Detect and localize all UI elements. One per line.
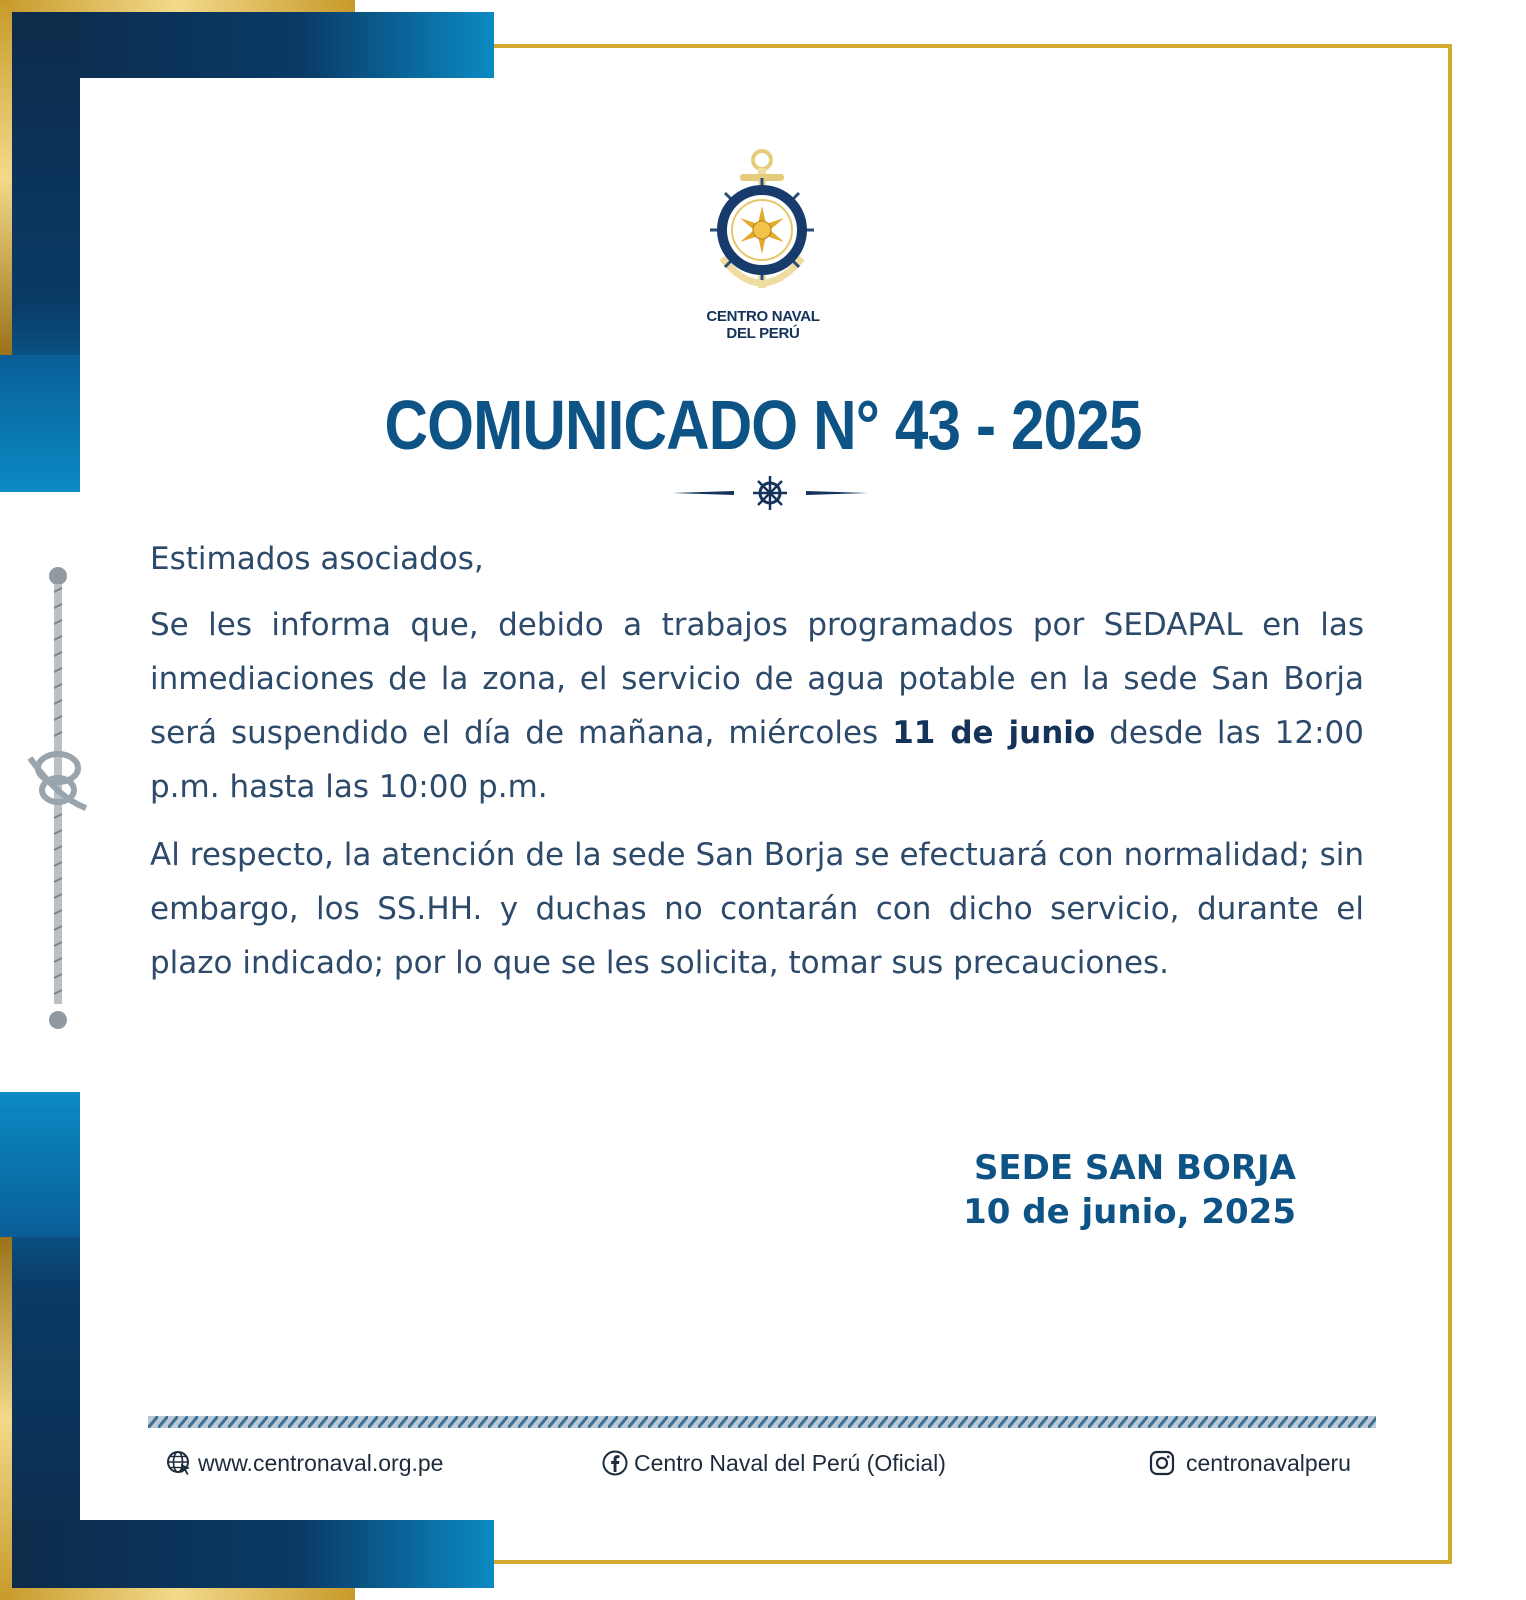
footer-facebook[interactable]	[602, 1446, 946, 1480]
corner-gold-bottom	[0, 1588, 355, 1600]
corner-blue-top	[12, 12, 494, 78]
communique-body	[150, 532, 1364, 1004]
brand-name-line1: CENTRO NAVAL	[706, 308, 820, 325]
corner-gold-top	[0, 0, 355, 12]
paragraph-1-end: desde las 12:00 p.m. hasta las 10:00 p.m.	[150, 715, 1365, 805]
corner-gold-left-bottom	[0, 1237, 12, 1600]
rope-band-decoration	[148, 1416, 1376, 1428]
frame-line-right	[1448, 44, 1452, 1564]
footer-instagram[interactable]	[1148, 1446, 1351, 1480]
centro-naval-logo	[700, 148, 824, 302]
footer-instagram-text[interactable]: centronavalperu	[1186, 1449, 1351, 1476]
signature-date: 10 de junio, 2025	[963, 1192, 1296, 1232]
facebook-icon	[602, 1450, 628, 1476]
instagram-icon	[1148, 1449, 1176, 1477]
footer-facebook-text[interactable]: Centro Naval del Perú (Oficial)	[634, 1449, 946, 1476]
corner-gold-left	[0, 0, 12, 355]
signature-block	[900, 1146, 1296, 1234]
footer-web-text[interactable]: www.centronaval.org.pe	[198, 1449, 444, 1476]
corner-blue-left-accent	[0, 355, 80, 492]
corner-blue-bottom	[12, 1520, 494, 1588]
rope-knot-decoration	[50, 568, 66, 1028]
corner-blue-left-bottom-accent	[0, 1092, 80, 1237]
footer-web[interactable]	[166, 1446, 443, 1480]
paragraph-1-start: Se les informa que, debido a trabajos programados por SEDAPAL en las inmediaciones de la zona, el servicio de agua potable en la sede San Borja será suspendido el día de mañana, miércoles	[150, 607, 1364, 751]
paragraph-1	[150, 598, 1364, 814]
frame-line-top	[494, 44, 1452, 48]
brand-name	[660, 308, 866, 342]
greeting: Estimados asociados,	[150, 541, 484, 577]
frame-line-bottom	[494, 1560, 1452, 1564]
globe-icon	[166, 1450, 192, 1476]
paragraph-2: Al respecto, la atención de la sede San Borja se efectuará con normalidad; sin embargo, los SS.HH. y duchas no contarán con dicho servicio, durante el plazo indicado; por lo que se les solicita, tomar sus precauciones.	[150, 837, 1364, 981]
brand-name-line2: DEL PERÚ	[726, 325, 800, 342]
signature-place: SEDE SAN BORJA	[973, 1148, 1296, 1188]
communique-title: COMUNICADO N° 43 - 2025	[384, 386, 1142, 464]
paragraph-1-date: 11 de junio	[892, 715, 1096, 751]
helm-divider-icon	[672, 476, 868, 510]
